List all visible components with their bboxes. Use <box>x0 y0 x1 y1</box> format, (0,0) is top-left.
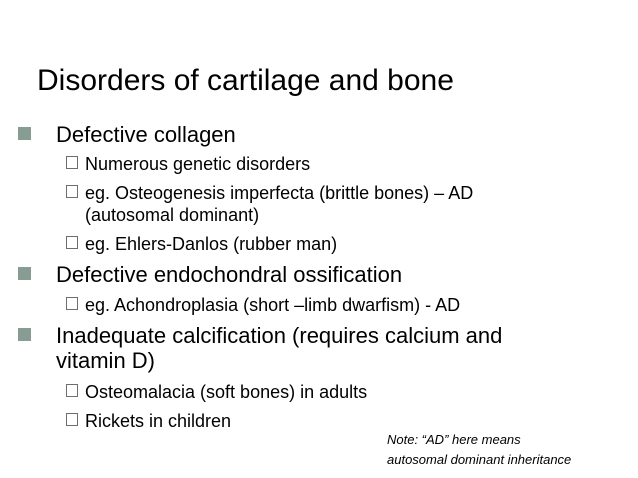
hollow-square-bullet-icon <box>66 156 78 169</box>
sub-bullet-text: Rickets in children <box>85 411 232 431</box>
hollow-square-bullet-icon <box>66 185 78 198</box>
slide-title: Disorders of cartilage and bone <box>37 64 454 97</box>
sub-bullet-text: eg. Osteogenesis imperfecta (brittle bones) – AD (autosomal dominant) <box>85 183 474 225</box>
square-bullet-icon <box>18 267 31 280</box>
sub-bullet-item <box>85 153 565 175</box>
bullet-item-endochondral-ossification <box>56 262 576 287</box>
bullet-text: Inadequate calcification (requires calcium and vitamin D) <box>56 323 503 373</box>
sub-bullet-text: eg. Ehlers-Danlos (rubber man) <box>85 234 338 254</box>
sub-bullet-item <box>85 381 565 403</box>
footnote-line: Note: “AD” here means <box>387 432 521 447</box>
sub-bullet-item <box>85 233 565 255</box>
sub-bullet-text: Numerous genetic disorders <box>85 154 311 174</box>
hollow-square-bullet-icon <box>66 236 78 249</box>
bullet-item-defective-collagen <box>56 122 576 147</box>
footnote-line: autosomal dominant inheritance <box>387 452 572 467</box>
sub-bullet-item <box>85 410 565 432</box>
hollow-square-bullet-icon <box>66 413 78 426</box>
sub-bullet-item <box>85 294 565 316</box>
sub-bullet-text: Osteomalacia (soft bones) in adults <box>85 382 368 402</box>
footnote <box>387 430 571 470</box>
bullet-text: Defective endochondral ossification <box>56 262 403 287</box>
hollow-square-bullet-icon <box>66 297 78 310</box>
hollow-square-bullet-icon <box>66 384 78 397</box>
bullet-item-inadequate-calcification <box>56 323 576 373</box>
square-bullet-icon <box>18 127 31 140</box>
bullet-text: Defective collagen <box>56 122 236 147</box>
square-bullet-icon <box>18 328 31 341</box>
sub-bullet-text: eg. Achondroplasia (short –limb dwarfism) - AD <box>85 295 461 315</box>
sub-bullet-item <box>85 182 565 226</box>
